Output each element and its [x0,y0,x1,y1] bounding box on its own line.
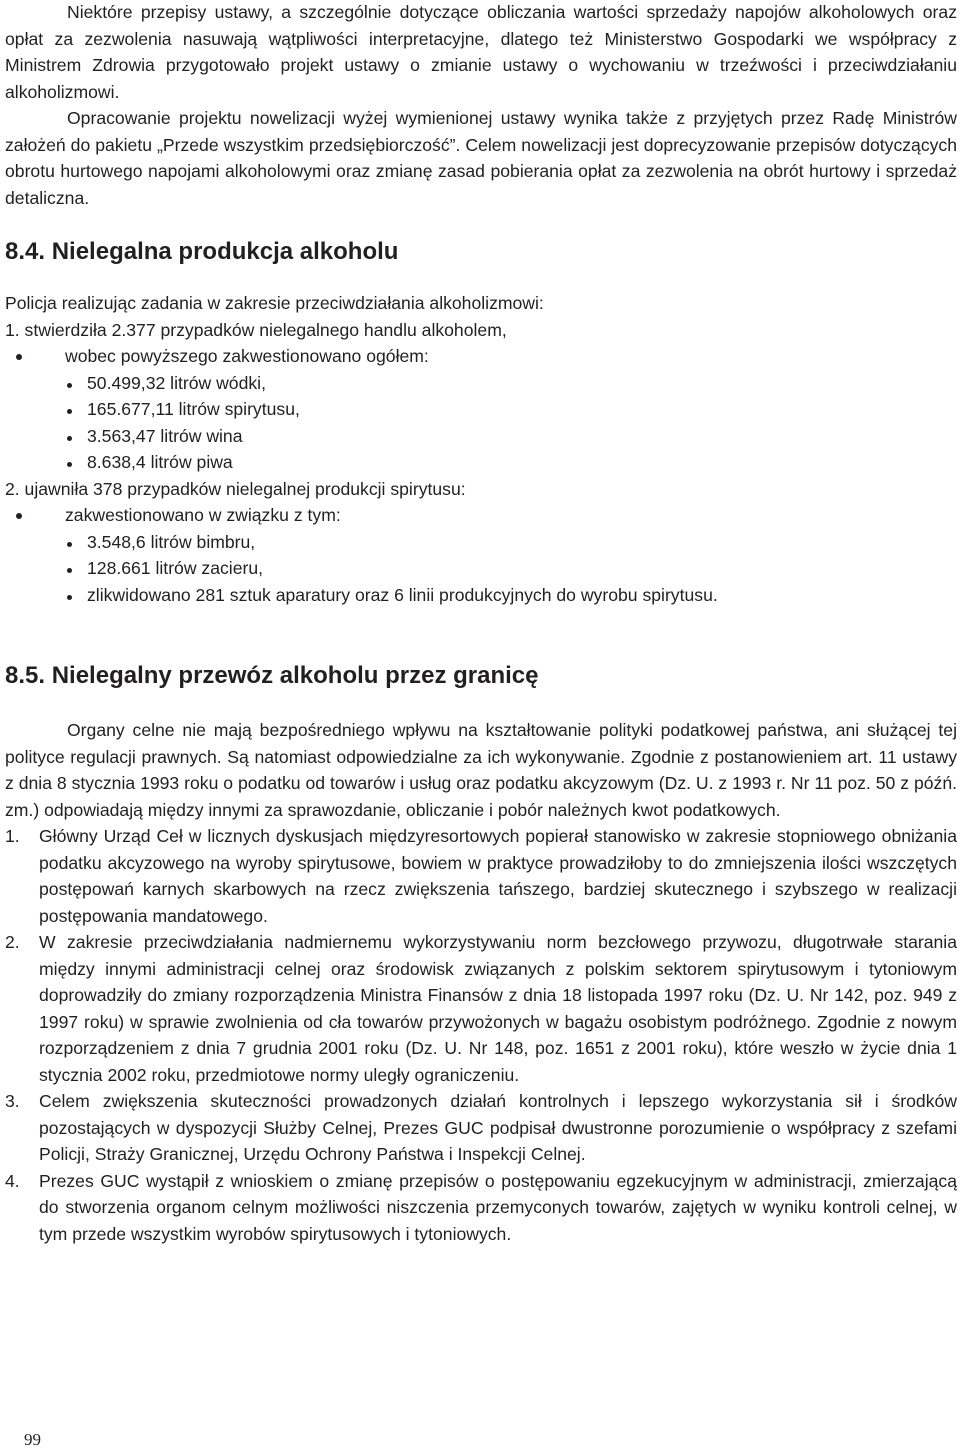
section-8-5-body [5,717,957,1247]
list-item: 3.548,6 litrów bimbru, [5,529,957,556]
intro-paragraph-1: Niektóre przepisy ustawy, a szczególnie dotyczące obliczania wartości sprzedaży napojów alkoholowych oraz opłat za zezwolenia nasuwają wątpliwości interpretacyjne, dlatego też Ministerstwo Gospodarki we współpracy z Ministrem Zdrowia przygotowało projekt ustawy o zmianie ustawy o wychowaniu w trzeźwości i przeciwdziałaniu alkoholizmowi. [5,2,957,102]
numbered-item [5,1168,957,1248]
item-number: 2. [5,932,20,952]
numbered-item [5,823,957,929]
item-text: Prezes GUC wystąpił z wnioskiem o zmianę przepisów o postępowaniu egzekucyjnym w administracji, zmierzającą do stworzenia organom celnym możliwości niszczenia przemyconych towarów, zajętych w wyniku kontroli celnej, w tym przede wszystkim wyrobów spirytusowych i tytoniowych. [39,1170,957,1244]
numbered-item [5,1088,957,1168]
list-item: 8.638,4 litrów piwa [5,449,957,476]
section-8-4-heading: 8.4. Nielegalna produkcja alkoholu [5,238,399,265]
page-number: 99 [24,1430,41,1449]
section-8-4-lead: Policja realizując zadania w zakresie przeciwdziałania alkoholizmowi: [5,293,544,313]
section-8-4-item-2-sub: zakwestionowano w związku z tym: [5,502,957,529]
section-8-4-body [5,290,957,608]
intro-block [5,0,957,211]
list-item: 165.677,11 litrów spirytusu, [5,396,957,423]
item-text: W zakresie przeciwdziałania nadmiernemu wykorzystywaniu norm bezcłowego przywozu, długotrwałe starania między innymi administracji celnej oraz środowisk związanych z polskim sektorem spirytusowym i tytoniowym doprowadziły do zmiany rozporządzenia Ministra Finansów z dnia 18 listopada 1997 roku (Dz. U. Nr 142, poz. 949 z 1997 roku) w sprawie zwolnienia od cła towarów przywożonych w bagażu osobistym podróżnego. Zgodnie z nowym rozporządzeniem z dnia 7 grudnia 2001 roku (Dz. U. Nr 148, poz. 1651 z 2001 roku), które weszło w życie dnia 1 stycznia 2002 roku, przedmiotowe normy uległy ograniczeniu. [39,932,957,1085]
section-8-5-intro: Organy celne nie mają bezpośredniego wpływu na kształtowanie polityki podatkowej państwa, ani służącej tej polityce regulacji prawnych. Są natomiast odpowiedzialne za ich wykonywanie. Zgodnie z postanowieniem art. 11 ustawy z dnia 8 stycznia 1993 roku o podatku od towarów i usług oraz podatku akcyzowym (Dz. U. z 1993 r. Nr 11 poz. 50 z późń. zm.) odpowiadają między innymi za sprawozdanie, obliczanie i pobór należnych kwot podatkowych. [5,720,957,820]
list-item: zlikwidowano 281 sztuk aparatury oraz 6 linii produkcyjnych do wyrobu spirytusu. [5,582,957,609]
section-8-4-item-2: 2. ujawniła 378 przypadków nielegalnej produkcji spirytusu: [5,478,466,499]
intro-paragraph-2: Opracowanie projektu nowelizacji wyżej wymienionej ustawy wynika także z przyjętych przez Radę Ministrów założeń do pakietu „Przede wszystkim przedsiębiorczość”. Celem nowelizacji jest doprecyzowanie przepisów dotyczących obrotu hurtowego napojami alkoholowymi oraz zmianę zasad pobierania opłat za zezwolenia na obrót hurtowy i sprzedaż detaliczna. [5,108,957,208]
item-text: Celem zwiększenia skuteczności prowadzonych działań kontrolnych i lepszego wykorzystania sił i środków pozostających w dyspozycji Służby Celnej, Prezes GUC podpisał dwustronne porozumienie o współpracy z szefami Policji, Straży Granicznej, Urzędu Ochrony Państwa i Inspekcji Celnej. [39,1091,957,1164]
item-number: 3. [5,1091,20,1111]
list-item: 128.661 litrów zacieru, [5,555,957,582]
item-number: 1. [5,826,20,846]
section-8-4-item-1-sub: wobec powyższego zakwestionowano ogółem: [5,343,957,370]
section-8-5-heading: 8.5. Nielegalny przewóz alkoholu przez granicę [5,662,539,689]
list-item: 50.499,32 litrów wódki, [5,370,957,397]
section-8-4-item-1: 1. stwierdziła 2.377 przypadków nielegalnego handlu alkoholem, [5,319,507,340]
numbered-item [5,929,957,1088]
item-number: 4. [5,1170,20,1191]
item-text: Główny Urząd Ceł w licznych dyskusjach międzyresortowych popierał stanowisko w zakresie stopniowego obniżania podatku akcyzowego na wyroby spirytusowe, bowiem w praktyce prowadziłoby to do zmniejszenia ilości wszczętych postępowań karnych skarbowych na rzecz zwiększenia tańszego, bardziej skutecznego i szybszego w realizacji postępowania mandatowego. [39,826,957,926]
list-item: 3.563,47 litrów wina [5,423,957,450]
